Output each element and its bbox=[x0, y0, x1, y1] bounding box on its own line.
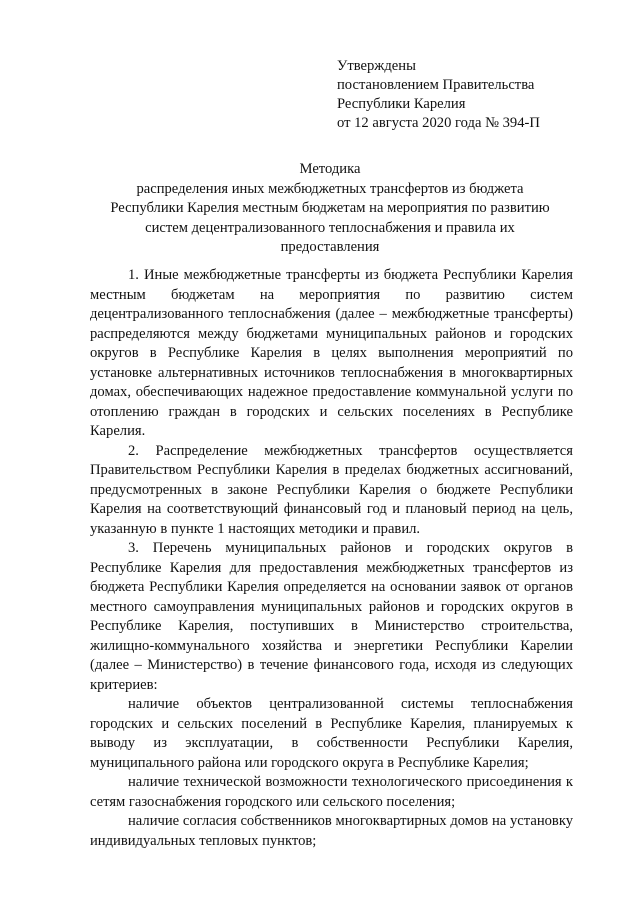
criterion-paragraph: наличие согласия собственников многоквартирных домов на установку индивидуальных тепловых пунктов; bbox=[90, 813, 573, 849]
document-subtitle-line: систем децентрализованного теплоснабжения и правила их bbox=[145, 219, 515, 236]
document-heading bbox=[90, 160, 570, 258]
paragraph-item-1: 1. Иные межбюджетные трансферты из бюджета Республики Карелия местным бюджетам на мероприятия по развитию систем децентрализованного теплоснабжения (далее – межбюджетные трансферты) распределяются между бюджетами муниципальных районов и городских округов в Республике Карелия в целях выполнения мероприятий по установке альтернативных источников теплоснабжения в многоквартирных домах, обеспечивающих надежное предоставление коммунальной услуги по отоплению граждан в городских и сельских поселениях в Республике Карелия. bbox=[90, 267, 573, 439]
approval-date-line: от 12 августа 2020 года № 394-П bbox=[337, 115, 540, 131]
document-subtitle-line: предоставления bbox=[280, 239, 380, 255]
criterion-paragraph: наличие объектов централизованной системы теплоснабжения городских и сельских поселений в Республике Карелия, планируемых к выводу из эксплуатации, в собственности Республики Карелия, муниципального района или городского округа в Республике Карелия; bbox=[90, 696, 573, 771]
approval-line: Республики Карелия bbox=[337, 96, 466, 112]
document-subtitle-line: распределения иных межбюджетных трансфертов из бюджета bbox=[136, 180, 524, 197]
document-subtitle-line: Республики Карелия местным бюджетам на мероприятия по развитию bbox=[110, 200, 550, 216]
approval-line: постановлением Правительства bbox=[337, 77, 535, 93]
document-title: Методика bbox=[299, 161, 361, 177]
approval-line: Утверждены bbox=[337, 58, 416, 74]
approval-stamp bbox=[337, 57, 617, 133]
document-body bbox=[90, 266, 573, 851]
paragraph-item-3: 3. Перечень муниципальных районов и городских округов в Республике Карелия для предоставления межбюджетных трансфертов из бюджета Республики Карелия определяется на основании заявок от органов местного самоуправления муниципальных районов и городских округов в Республике Карелия, поступивших в Министерство строительства, жилищно-коммунального хозяйства и энергетики Республики Карелии (далее – Министерство) в течение финансового года, исходя из следующих критериев: bbox=[90, 540, 573, 693]
paragraph-item-2: 2. Распределение межбюджетных трансфертов осуществляется Правительством Республики Карелия в пределах бюджетных ассигнований, предусмотренных в законе Республики Карелия о бюджете Республики Карелия на соответствующий финансовый год и плановый период на цель, указанную в пункте 1 настоящих методики и правил. bbox=[90, 442, 573, 537]
criterion-paragraph: наличие технической возможности технологического присоединения к сетям газоснабжения городского или сельского поселения; bbox=[90, 774, 573, 810]
